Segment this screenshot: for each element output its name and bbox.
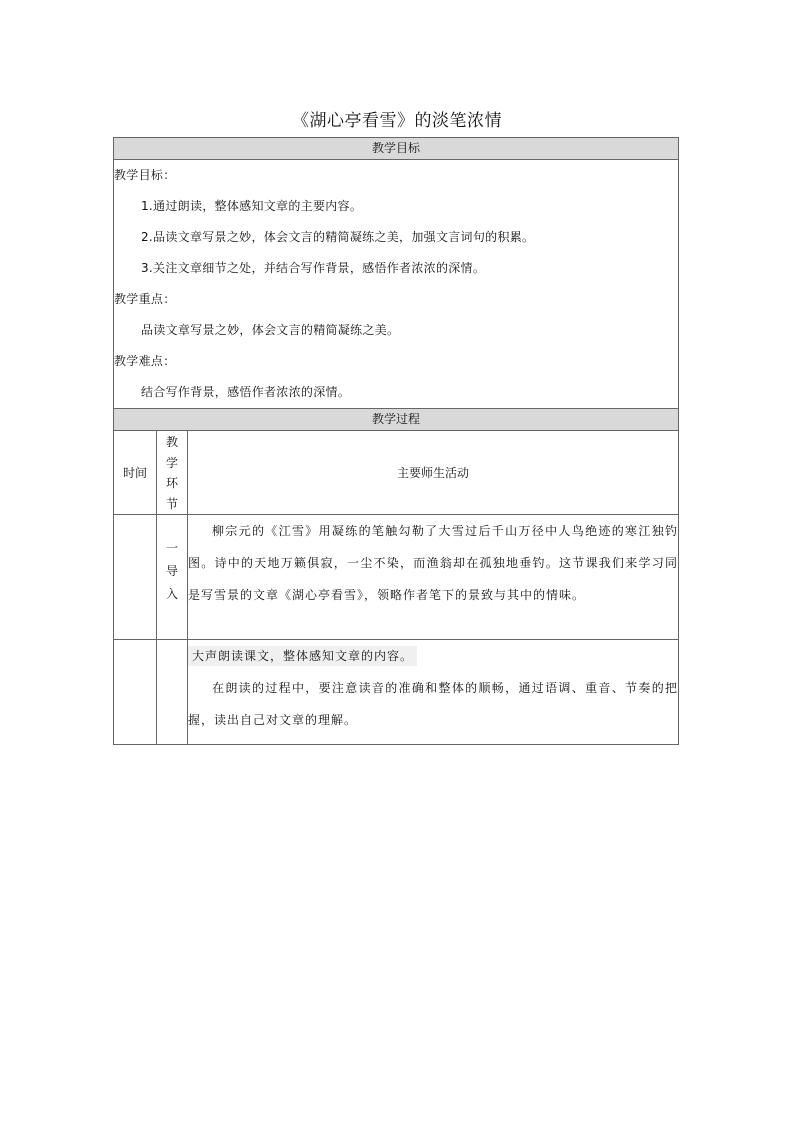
- lesson-plan-table: [113, 137, 679, 745]
- goal-item-1: 1.通过朗读，整体感知文章的主要内容。: [141, 199, 363, 213]
- column-header-teaching-stage: [157, 431, 188, 515]
- column-header-main-activity: 主要师生活动: [188, 431, 679, 515]
- goal-item-3: 3.关注文章细节之处，并结合写作背景，感悟作者浓浓的深情。: [141, 261, 486, 275]
- key-point-text: 品读文章写景之妙，体会文言的精简凝练之美。: [141, 323, 400, 337]
- goals-label: 教学目标：: [114, 168, 176, 182]
- row-2-stage: [157, 640, 188, 745]
- goals-section-body: [114, 160, 679, 409]
- row-2-activity-text: 在朗读的过程中，要注意读音的准确和整体的顺畅，通过语调、重音、节奏的把握，读出自己对文章的理解。: [188, 681, 679, 727]
- row-1-stage-text: 一导入: [166, 541, 179, 601]
- goal-item-2: 2.品读文章写景之妙，体会文言的精简凝练之美，加强文言词句的积累。: [141, 230, 535, 244]
- column-header-teaching-stage-text: 教学环节: [166, 435, 179, 511]
- difficulty-text: 结合写作背景，感悟作者浓浓的深情。: [141, 385, 351, 399]
- goals-section-header: 教学目标: [114, 138, 679, 160]
- row-1-activity-text: 柳宗元的《江雪》用凝练的笔触勾勒了大雪过后千山万径中人鸟绝迹的寒江独钓图。诗中的天地万籁俱寂，一尘不染，而渔翁却在孤独地垂钓。这节课我们来学习同是写雪景的文章《湖心亭看雪》，领略作者笔下的景致与其中的情味。: [188, 524, 679, 602]
- row-1-activity: [188, 515, 679, 640]
- key-point-label: 教学重点：: [114, 292, 176, 306]
- row-2-time: [114, 640, 157, 745]
- process-section-header: 教学过程: [114, 409, 679, 431]
- row-2-highlight-text: 大声朗读课文，整体感知文章的内容。: [188, 646, 417, 666]
- difficulty-label: 教学难点：: [114, 354, 176, 368]
- row-1-stage: [157, 515, 188, 640]
- column-header-time: 时间: [114, 431, 157, 515]
- row-1-time: [114, 515, 157, 640]
- page-title: 《湖心亭看雪》的淡笔浓情: [292, 111, 502, 131]
- row-2-activity: [188, 640, 679, 745]
